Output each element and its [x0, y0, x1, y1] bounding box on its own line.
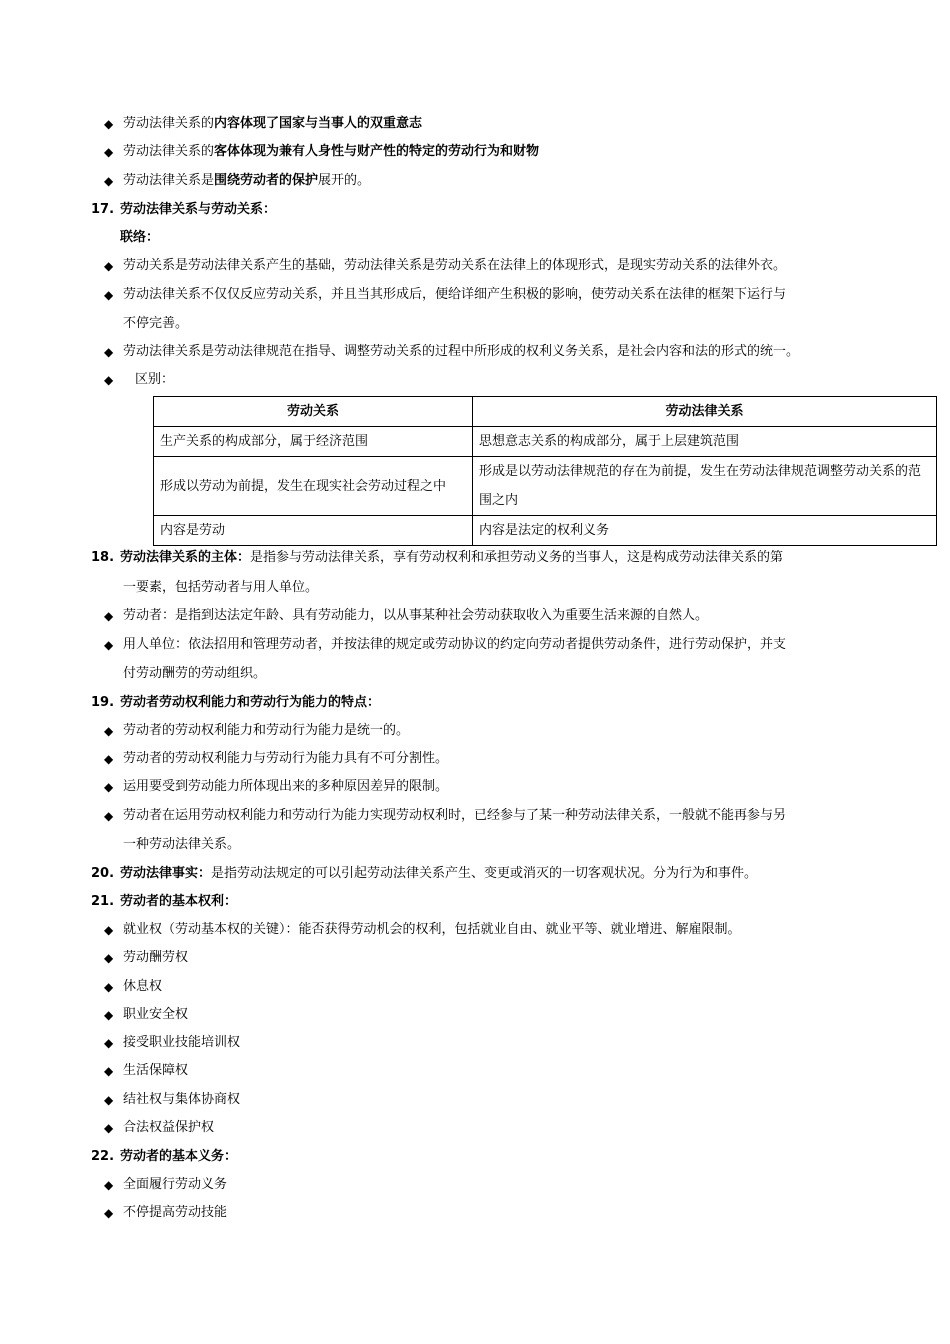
bold-text: 客体体现为兼有人身性与财产性的特定的劳动行为和财物	[214, 144, 540, 159]
section-title: 劳动者劳动权利能力和劳动行为能力的特点：	[120, 695, 381, 710]
diamond-bullet-icon: ◆	[104, 1064, 114, 1078]
section-number: 22.	[91, 1149, 115, 1164]
diamond-bullet-icon: ◆	[104, 117, 114, 131]
diamond-bullet-icon: ◆	[104, 1036, 114, 1050]
section-title: 劳动法律事实：	[120, 866, 212, 881]
diamond-bullet-icon: ◆	[104, 752, 114, 766]
section-number: 18.	[91, 550, 115, 565]
table-header: 劳动法律关系	[473, 397, 937, 427]
section-number: 20.	[91, 866, 115, 881]
text: 劳动法律关系的	[123, 116, 215, 131]
diamond-bullet-icon: ◆	[104, 780, 114, 794]
section-title: 劳动者的基本权利：	[120, 894, 238, 909]
table-cell: 形成是以劳动法律规范的存在为前提，发生在劳动法律规范调整劳动关系的范围之内	[473, 457, 937, 516]
diamond-bullet-icon: ◆	[104, 174, 114, 188]
table-cell: 内容是法定的权利义务	[473, 516, 937, 546]
table-row	[154, 457, 937, 516]
table-cell: 形成以劳动为前提，发生在现实社会劳动过程之中	[154, 457, 473, 516]
table-header: 劳动关系	[154, 397, 473, 427]
diamond-bullet-icon: ◆	[104, 1008, 114, 1022]
diamond-bullet-icon: ◆	[104, 1178, 114, 1192]
diamond-bullet-icon: ◆	[104, 373, 114, 387]
diamond-bullet-icon: ◆	[104, 145, 114, 159]
diamond-bullet-icon: ◆	[104, 1206, 114, 1220]
diamond-bullet-icon: ◆	[104, 345, 114, 359]
table-row	[154, 427, 937, 457]
comparison-table	[153, 396, 937, 546]
section-title: 劳动法律关系与劳动关系：	[120, 202, 277, 217]
diamond-bullet-icon: ◆	[104, 1093, 114, 1107]
diamond-bullet-icon: ◆	[104, 638, 114, 652]
section-number: 19.	[91, 695, 115, 710]
section-number: 17.	[91, 202, 115, 217]
section-text: 是指劳动法规定的可以引起劳动法律关系产生、变更或消灭的一切客观状况。分为行为和事件。	[211, 866, 758, 881]
bold-text: 围绕劳动者的保护	[214, 173, 319, 188]
text: 劳动法律关系的	[123, 144, 215, 159]
diamond-bullet-icon: ◆	[104, 1121, 114, 1135]
diamond-bullet-icon: ◆	[104, 724, 114, 738]
section-text: 是指参与劳动法律关系，享有劳动权利和承担劳动义务的当事人，这是构成劳动法律关系的第	[250, 550, 784, 565]
table-cell: 生产关系的构成部分，属于经济范围	[154, 427, 473, 457]
table-cell: 内容是劳动	[154, 516, 473, 546]
diamond-bullet-icon: ◆	[104, 609, 114, 623]
bold-text: 内容体现了国家与当事人的双重意志	[214, 116, 423, 131]
diamond-bullet-icon: ◆	[104, 923, 114, 937]
table-header-row	[154, 397, 937, 427]
diamond-bullet-icon: ◆	[104, 288, 114, 302]
section-title: 劳动法律关系的主体：	[120, 550, 251, 565]
diamond-bullet-icon: ◆	[104, 259, 114, 273]
text: 展开的。	[318, 173, 371, 188]
section-title: 劳动者的基本义务：	[120, 1149, 238, 1164]
table-cell: 思想意志关系的构成部分，属于上层建筑范围	[473, 427, 937, 457]
diamond-bullet-icon: ◆	[104, 980, 114, 994]
diamond-bullet-icon: ◆	[104, 809, 114, 823]
table-row	[154, 516, 937, 546]
diamond-bullet-icon: ◆	[104, 951, 114, 965]
section-number: 21.	[91, 894, 115, 909]
text: 劳动法律关系是	[123, 173, 215, 188]
